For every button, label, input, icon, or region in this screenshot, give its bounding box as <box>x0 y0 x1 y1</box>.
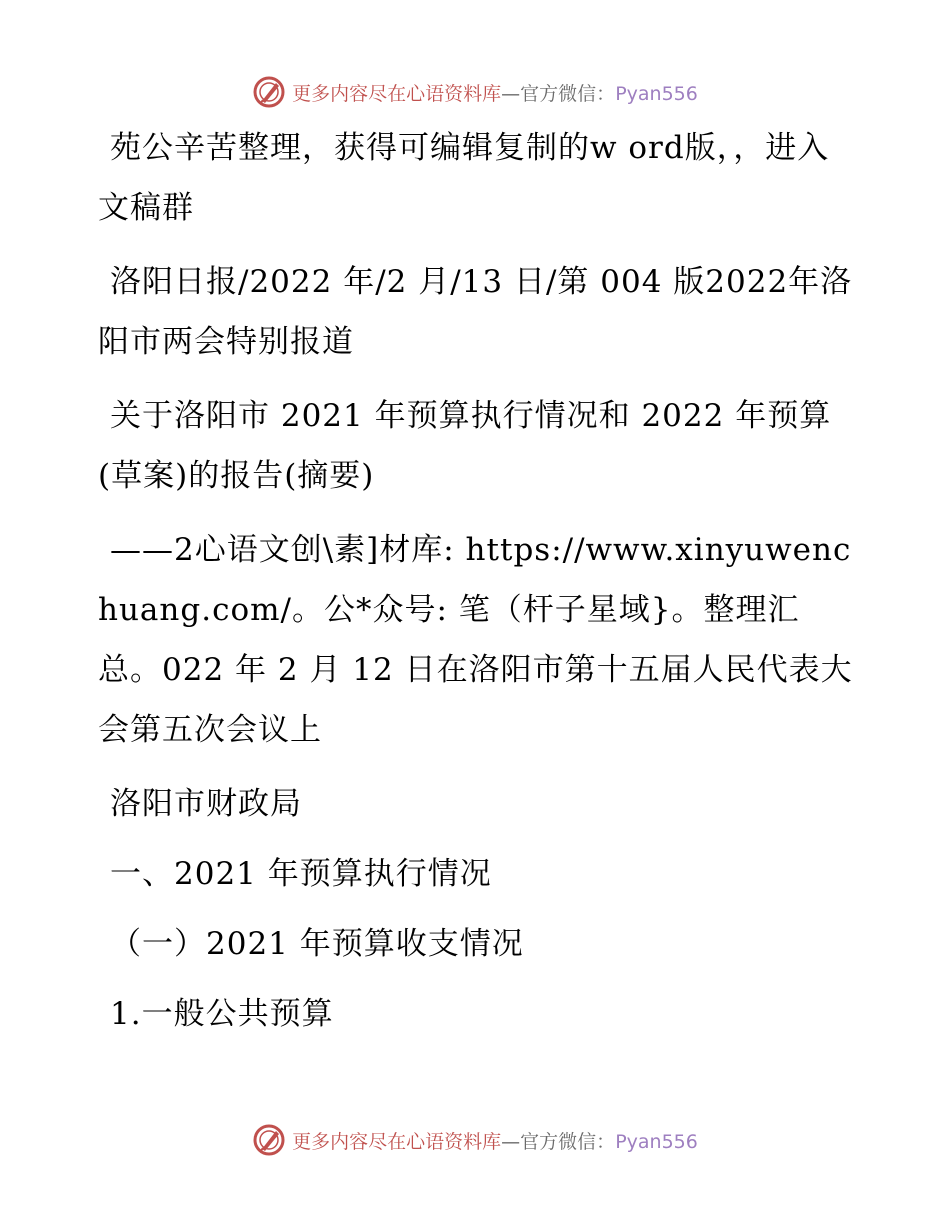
subsection-heading: （一）2021 年预算收支情况 <box>110 926 524 962</box>
quill-seal-icon <box>252 1123 286 1157</box>
paragraph: 关于洛阳市 2021 年预算执行情况和 2022 年预算(草案)的报告(摘要) <box>98 398 832 494</box>
paragraph: ——2心语文创\素]材库: https://www.xinyuwenchuang.com/。公*众号: 笔（杆子星域}。整理汇总。022 年 2 月 12 日在洛阳市第十五届人民代表大会第五次会议上 <box>98 532 853 748</box>
item-heading: 1.一般公共预算 <box>110 996 334 1032</box>
document-body <box>98 118 858 1054</box>
paragraph: 洛阳日报/2022 年/2 月/13 日/第 004 版2022年洛阳市两会特别报道 <box>98 264 853 360</box>
footer-watermark <box>0 1120 950 1160</box>
watermark-text: 更多内容尽在心语资料库—官方微信：Pyan556 <box>292 82 698 105</box>
quill-seal-icon <box>252 75 286 109</box>
section-heading: 一、2021 年预算执行情况 <box>110 856 492 892</box>
header-watermark <box>0 72 950 112</box>
paragraph: 洛阳市财政局 <box>110 786 302 822</box>
watermark-text: 更多内容尽在心语资料库—官方微信：Pyan556 <box>292 1130 698 1153</box>
paragraph: 苑公辛苦整理，获得可编辑复制的w ord版，，进入文稿群 <box>98 130 830 226</box>
